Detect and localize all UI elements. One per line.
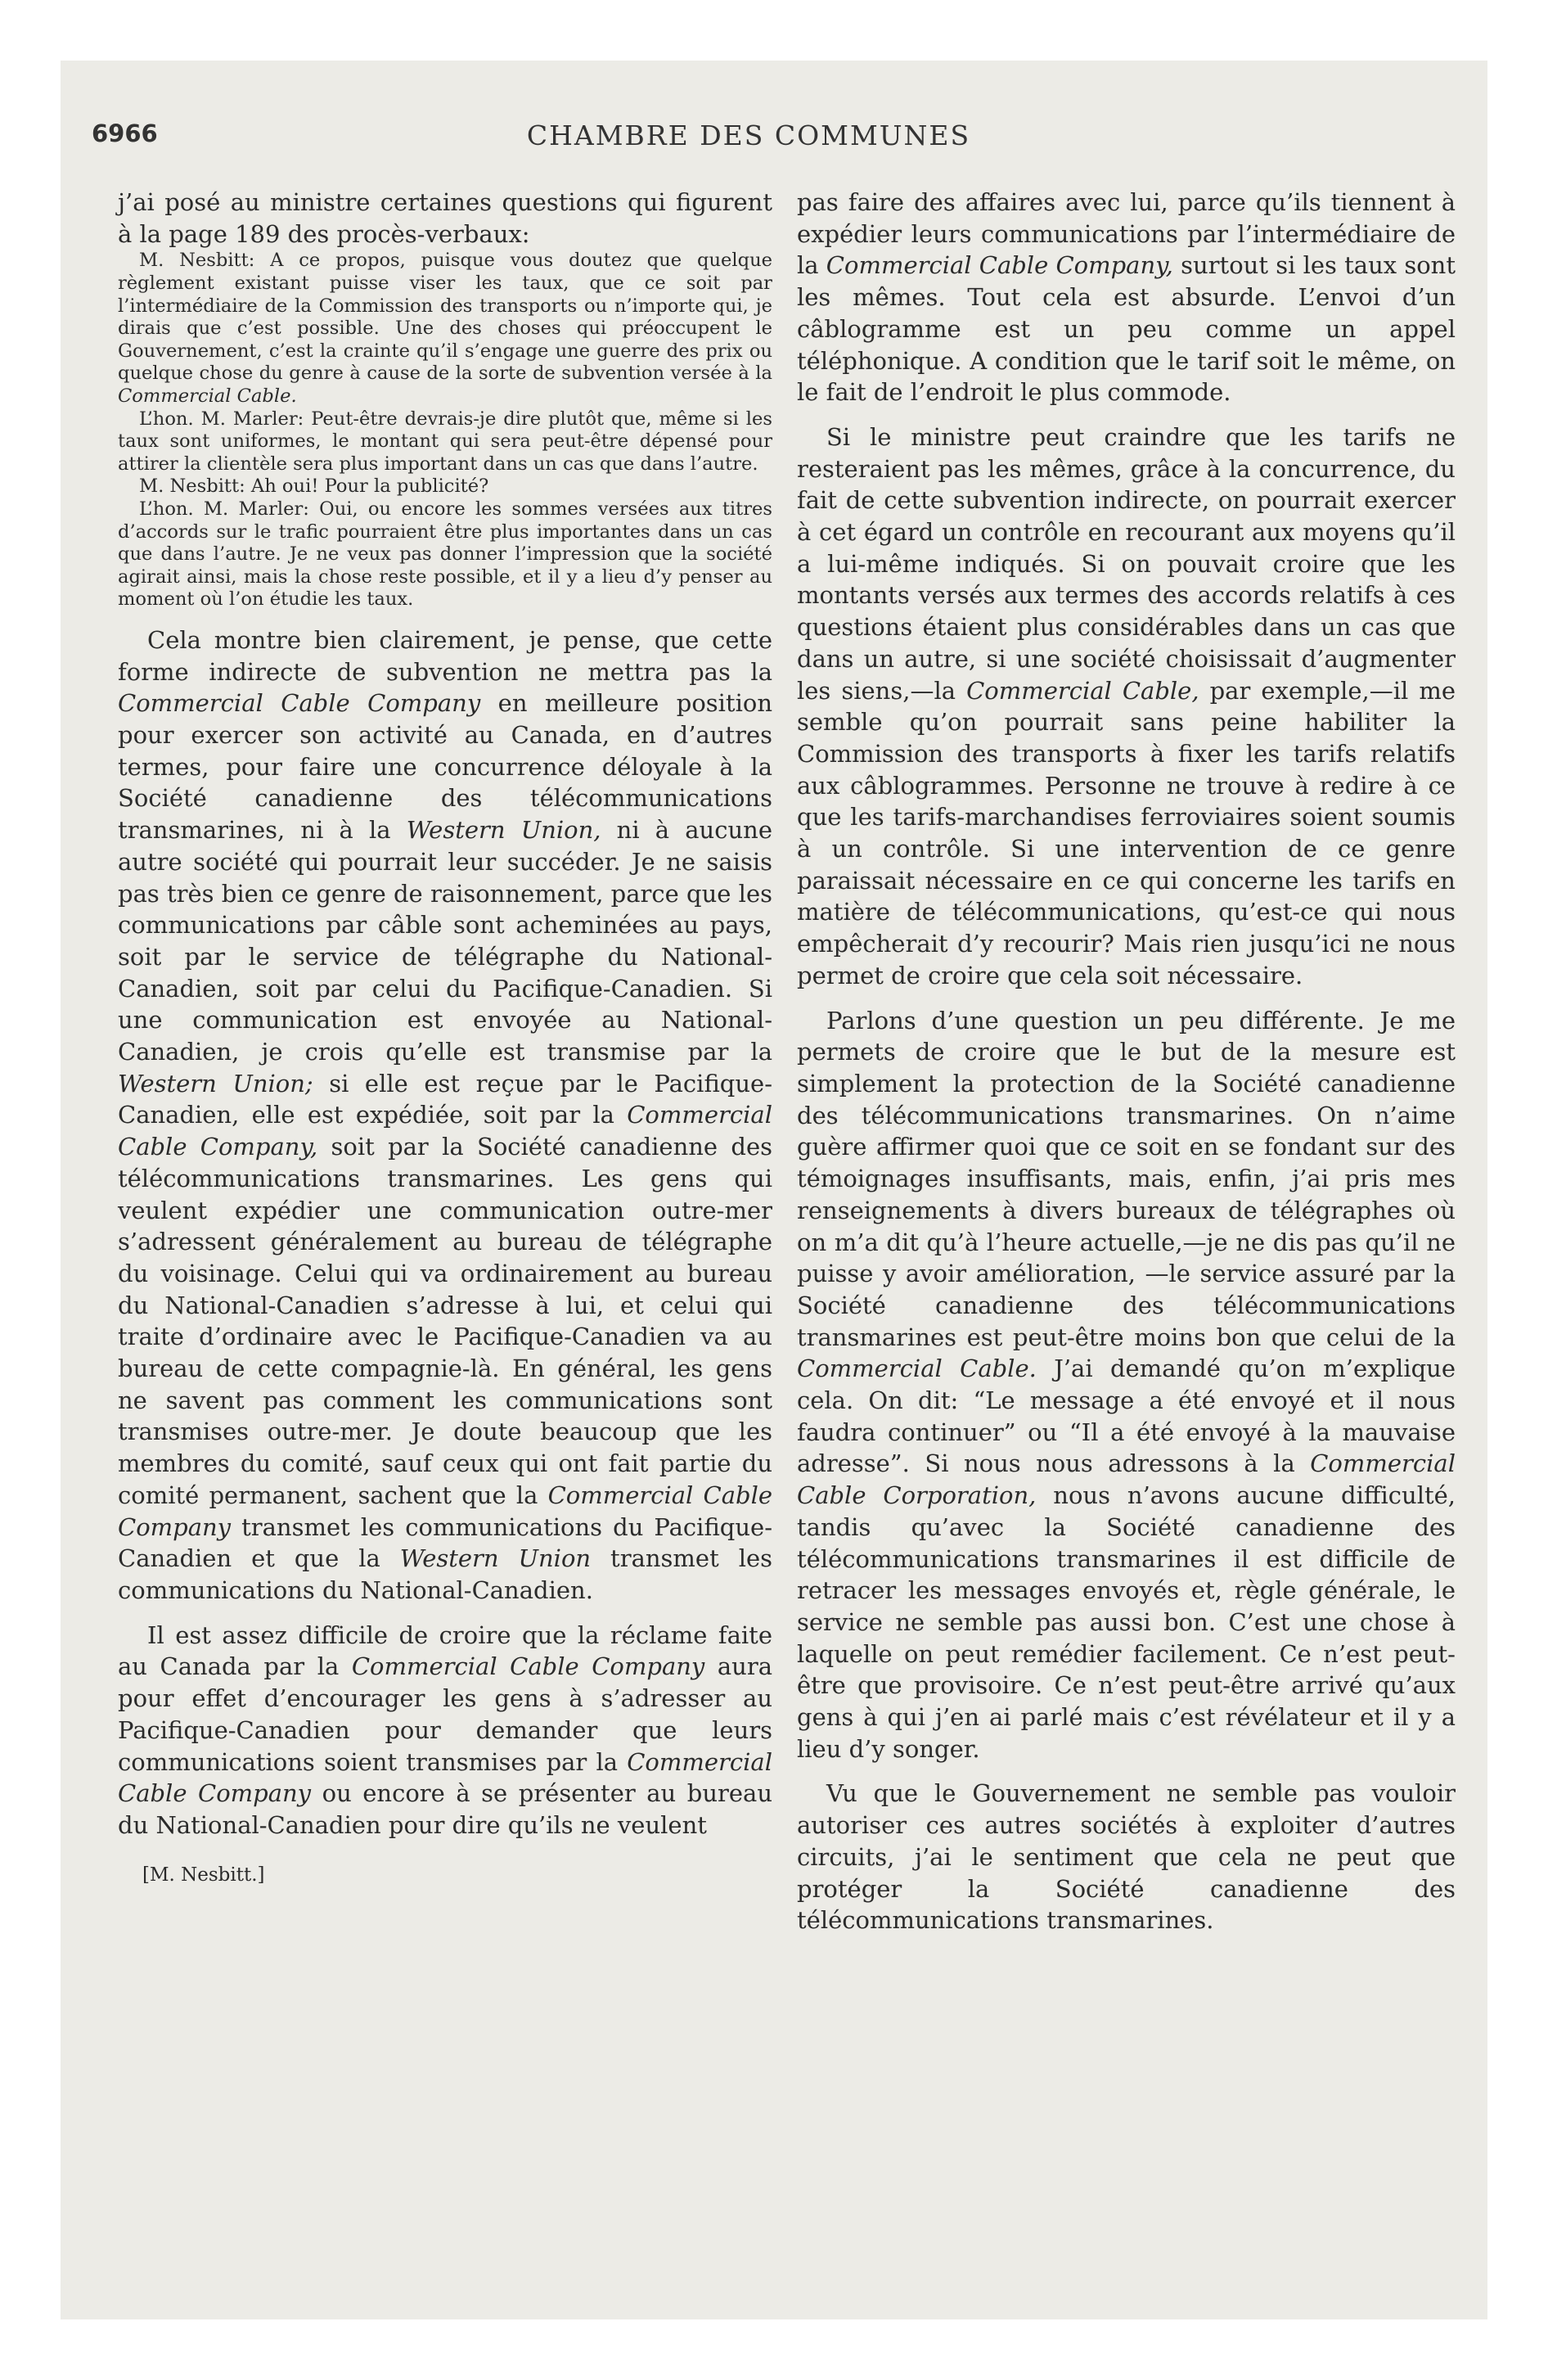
text-run: Si le ministre peut craindre que les tarifs ne resteraient pas les mêmes, grâce à la concurrence, du fait de cette subvention indirecte, on pourrait exercer à cet égard un contrôle en recourant aux moyens qu’il a lui-même indiqués. Si on pouvait croire que les montants versés aux termes des accords relatifs à ces questions étaient plus considérables dans un cas que dans un autre, si une société choisissait d’augmenter les siens,—la — [797, 422, 1456, 705]
page-number: 6966 — [92, 119, 158, 147]
speaker-signature: [M. Nesbitt.] — [142, 1864, 265, 1886]
text-run: transmet les communications du National-Canadien. — [118, 1544, 773, 1604]
paragraph — [118, 624, 772, 1607]
quoted-exchange — [118, 408, 772, 476]
speaker-name: M. Nesbitt: — [139, 476, 245, 498]
italic-name: Western Union; — [118, 1069, 313, 1098]
text-run: ou encore à se présenter au bureau du National-Canadien pour dire qu’ils ne veulent — [118, 1779, 772, 1839]
scanned-page — [61, 61, 1487, 2319]
paragraph — [797, 1005, 1456, 1765]
text-run: pas faire des affaires avec lui, parce qu’ils tiennent à expédier leurs communications par l’intermédiaire de la — [797, 188, 1456, 280]
italic-name: Commercial Cable Company — [351, 1652, 705, 1681]
text-run: soit par la Société canadienne des télécommunications transmarines. Les gens qui veulent expédier une communication outre-mer s’adressent généralement au bureau de télégraphe du voisinage. Celui qui va ordinairement au bureau du National-Canadien s’adresse à lui, et celui qui traite d’ordinaire avec le Pacifique-Canadien va au bureau de cette compagnie-là. En général, les gens ne savent pas comment les communications sont transmises outre-mer. Je doute beaucoup que les membres du comité, sauf ceux qui ont fait partie du comité permanent, sachent que la — [118, 1133, 772, 1509]
left-column — [118, 187, 772, 1887]
speaker-name: L’hon. M. Marler: — [139, 408, 304, 430]
italic-name: Commercial Cable Company, — [826, 251, 1173, 280]
paragraph — [118, 1620, 772, 1841]
text-run: aura pour effet d’encourager les gens à s’adresser au Pacifique-Canadien pour demander que leurs communications soient transmises par la — [118, 1652, 773, 1776]
text-run: en meilleure position pour exercer son activité au Canada, en d’autres termes, pour faire une concurrence déloyale à la Société canadienne des télécommunications transmarines, ni à la — [118, 689, 772, 845]
italic-name: Commercial Cable Company — [118, 1481, 773, 1541]
text-run: ni à aucune autre société qui pourrait leur succéder. Je ne saisis pas très bien ce genre de raisonnement, parce que les communications par câble sont acheminées au pays, soit par le service de télégraphe du National-Canadien, soit par celui du Pacifique-Canadien. Si une communication est envoyée au National-Canadien, je crois qu’elle est transmise par la — [118, 816, 772, 1066]
text-run: transmet les communications du Pacifique-Canadien et que la — [118, 1512, 772, 1573]
paragraph: Vu que le Gouvernement ne semble pas vouloir autoriser ces autres sociétés à exploiter d’autres circuits, j’ai le sentiment que cela ne peut que protéger la Société canadienne des télécommunications transmarines. — [797, 1779, 1456, 1935]
text-run: Parlons d’une question un peu différente. Je me permets de croire que le but de la mesure est simplement la protection de la Société canadienne des télécommunications transmarines. On n’aime guère affirmer quoi que ce soit en se fondant sur des témoignages insuffisants, mais, enfin, j’ai pris mes renseignements à divers bureaux de télégraphes où on m’a dit qu’à l’heure actuelle,—je ne dis pas qu’il ne puisse y avoir amélioration, —le service assuré par la Société canadienne des télécommunications transmarines est peut-être moins bon que celui de la — [797, 1006, 1456, 1351]
italic-name: Western Union — [399, 1544, 592, 1573]
quote-text: Ah oui! Pour la publicité? — [245, 476, 489, 498]
text-run: nous n’avons aucune difficulté, tandis qu’avec la Société canadienne des télécommunications transmarines il est difficile de retracer les messages envoyés et, règle générale, le service ne semble pas aussi bon. C’est une chose à laquelle on peut remédier facilement. Ce n’est peut-être que provisoire. Ce n’est peut-être arrivé qu’aux gens à qui j’en ai parlé mais c’est révélateur et il y a lieu d’y songer. — [797, 1481, 1456, 1763]
quote-text: Oui, ou encore les sommes versées aux titres d’accords sur le trafic pourraient être plus importantes dans un cas que dans l’autre. Je ne veux pas donner l’impression que la société agirait ainsi, mais la chose reste possible, et il y a lieu d’y penser au moment où l’on étudie les taux. — [118, 498, 772, 611]
running-title: CHAMBRE DES COMMUNES — [526, 119, 971, 151]
italic-name: Commercial Cable Company — [118, 689, 481, 718]
italic-name: Commercial Cable. — [797, 1355, 1037, 1383]
right-column — [797, 187, 1456, 1936]
quoted-exchange — [118, 250, 772, 408]
text-run: surtout si les taux sont les mêmes. Tout cela est absurde. L’envoi d’un câblogramme est un peu comme un appel téléphonique. A condition que le tarif soit le même, on le fait de l’endroit le plus commode. — [797, 251, 1456, 407]
text-run: si elle est reçue par le Pacifique-Canadien, elle est expédiée, soit par la — [118, 1069, 772, 1129]
speaker-name: M. Nesbitt: — [139, 250, 255, 272]
italic-name: Commercial Cable Corporation, — [797, 1449, 1456, 1510]
quoted-exchange — [118, 498, 772, 611]
paragraph — [797, 421, 1456, 992]
italic-name: Commercial Cable Company, — [118, 1101, 772, 1161]
text-run: par exemple,—il me semble qu’on pourrait sans peine habiliter la Commission des transports à fixer les tarifs relatifs aux câblogrammes. Personne ne trouve à redire à ce que les tarifs-marchandises ferroviaires soient soumis à un contrôle. Si une intervention de ce genre paraissait nécessaire en ce qui concerne les tarifs en matière de télécommunications, qu’est-ce qui nous empêcherait d’y recourir? Mais rien jusqu’ici ne nous permet de croire que cela soit nécessaire. — [797, 676, 1456, 989]
italic-name: Western Union, — [406, 816, 601, 845]
italic-name: Commercial Cable, — [966, 676, 1199, 705]
quoted-exchange — [118, 476, 772, 498]
paragraph — [797, 187, 1456, 408]
text-run: Cela montre bien clairement, je pense, que cette forme indirecte de subvention ne mettra pas la — [118, 625, 772, 686]
paragraph: j’ai posé au ministre certaines questions qui figurent à la page 189 des procès-verbaux: — [118, 188, 772, 248]
quote-text: A ce propos, puisque vous doutez que quelque règlement existant puisse viser les taux, que ce soit par l’intermédiaire de la Commission des transports ou n’importe qui, je dirais que c’est possible. Une des choses qui préoccupent le Gouvernement, c’est la crainte qu’il s’engage une guerre des prix ou quelque chose du genre à cause de la sorte de subvention versée à la — [118, 250, 772, 385]
italic-name: Commercial Cable. — [118, 385, 297, 407]
italic-name: Commercial Cable Company — [118, 1747, 772, 1808]
text-run: J’ai demandé qu’on m’explique cela. On dit: “Le message a été envoyé et il nous faudra continuer” ou “Il a été envoyé à la mauvaise adresse”. Si nous nous adressons à la — [797, 1355, 1456, 1478]
text-run: Il est assez difficile de croire que la réclame faite au Canada par la — [118, 1620, 772, 1681]
speaker-name: L’hon. M. Marler: — [139, 498, 309, 520]
quote-text: Peut-être devrais-je dire plutôt que, même si les taux sont uniformes, le montant qui sera peut-être dépensé pour attirer la clientèle sera plus important dans un cas que dans l’autre. — [118, 408, 773, 475]
page-header — [92, 119, 1406, 162]
